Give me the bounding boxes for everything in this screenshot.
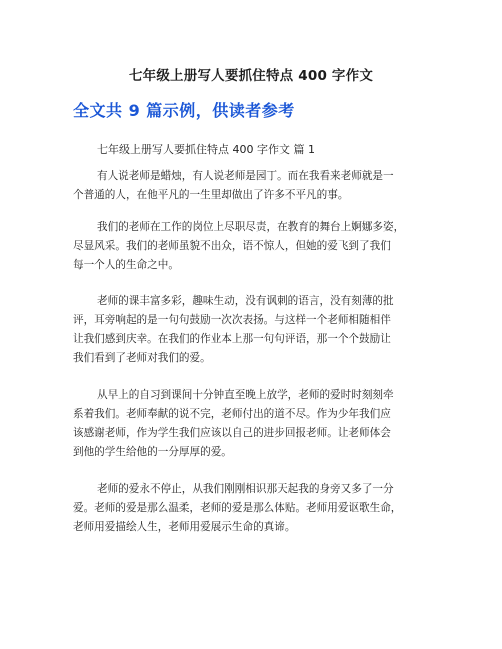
paragraph-1 — [73, 167, 438, 205]
paragraph-line: 老师用爱描绘人生，老师用爱展示生命的真谛。 — [73, 521, 296, 533]
document-summary: 全文共 9 篇示例，供读者参考 — [73, 101, 295, 120]
paragraph-4 — [73, 386, 438, 462]
paragraph-line: 老师的课丰富多彩，趣味生动，没有讽刺的语言，没有刻薄的批 — [97, 295, 394, 307]
paragraph-line: 从早上的自习到课间十分钟直至晚上放学，老师的爱时时刻刻牵 — [97, 389, 394, 401]
paragraph-line: 我们的老师在工作的岗位上尽职尽责，在教育的舞台上婀娜多姿， — [97, 221, 405, 233]
paragraph-line: 系着我们。老师奉献的说不完，老师付出的道不尽。作为少年我们应 — [73, 408, 391, 420]
paragraph-line: 有人说老师是蜡烛，有人说老师是园丁。而在我看来老师就是一 — [97, 170, 394, 182]
article-title: 七年级上册写人要抓住特点 400 字作文 篇 1 — [97, 143, 315, 156]
paragraph-line: 让我们感到庆幸。在我们的作业本上那一句句评语，那一个个鼓励让 — [73, 333, 391, 345]
paragraph-2 — [73, 218, 438, 275]
paragraph-line: 每一个人的生命之中。 — [73, 259, 179, 271]
paragraph-5 — [73, 480, 438, 537]
paragraph-line: 我们看到了老师对我们的爱。 — [73, 352, 211, 364]
paragraph-line: 到他的学生给他的一分厚厚的爱。 — [73, 446, 232, 458]
paragraph-line: 该感谢老师，作为学生我们应该以自己的进步回报老师。让老师体会 — [73, 427, 391, 439]
paragraph-line: 个普通的人，在他平凡的一生里却做出了许多不平凡的事。 — [73, 189, 349, 201]
paragraph-line: 老师的爱永不停止，从我们刚刚相识那天起我的身旁又多了一分 — [97, 483, 394, 495]
paragraph-line: 尽显风采。我们的老师虽貌不出众，语不惊人，但她的爱飞到了我们 — [73, 240, 391, 252]
paragraph-line: 爱。老师的爱是那么温柔，老师的爱是那么体贴。老师用爱讴歌生命， — [73, 502, 402, 514]
paragraph-3 — [73, 292, 438, 368]
paragraph-line: 评，耳旁响起的是一句句鼓励一次次表扬。与这样一个老师相随相伴 — [73, 314, 391, 326]
document-title: 七年级上册写人要抓住特点 400 字作文 — [128, 68, 374, 84]
